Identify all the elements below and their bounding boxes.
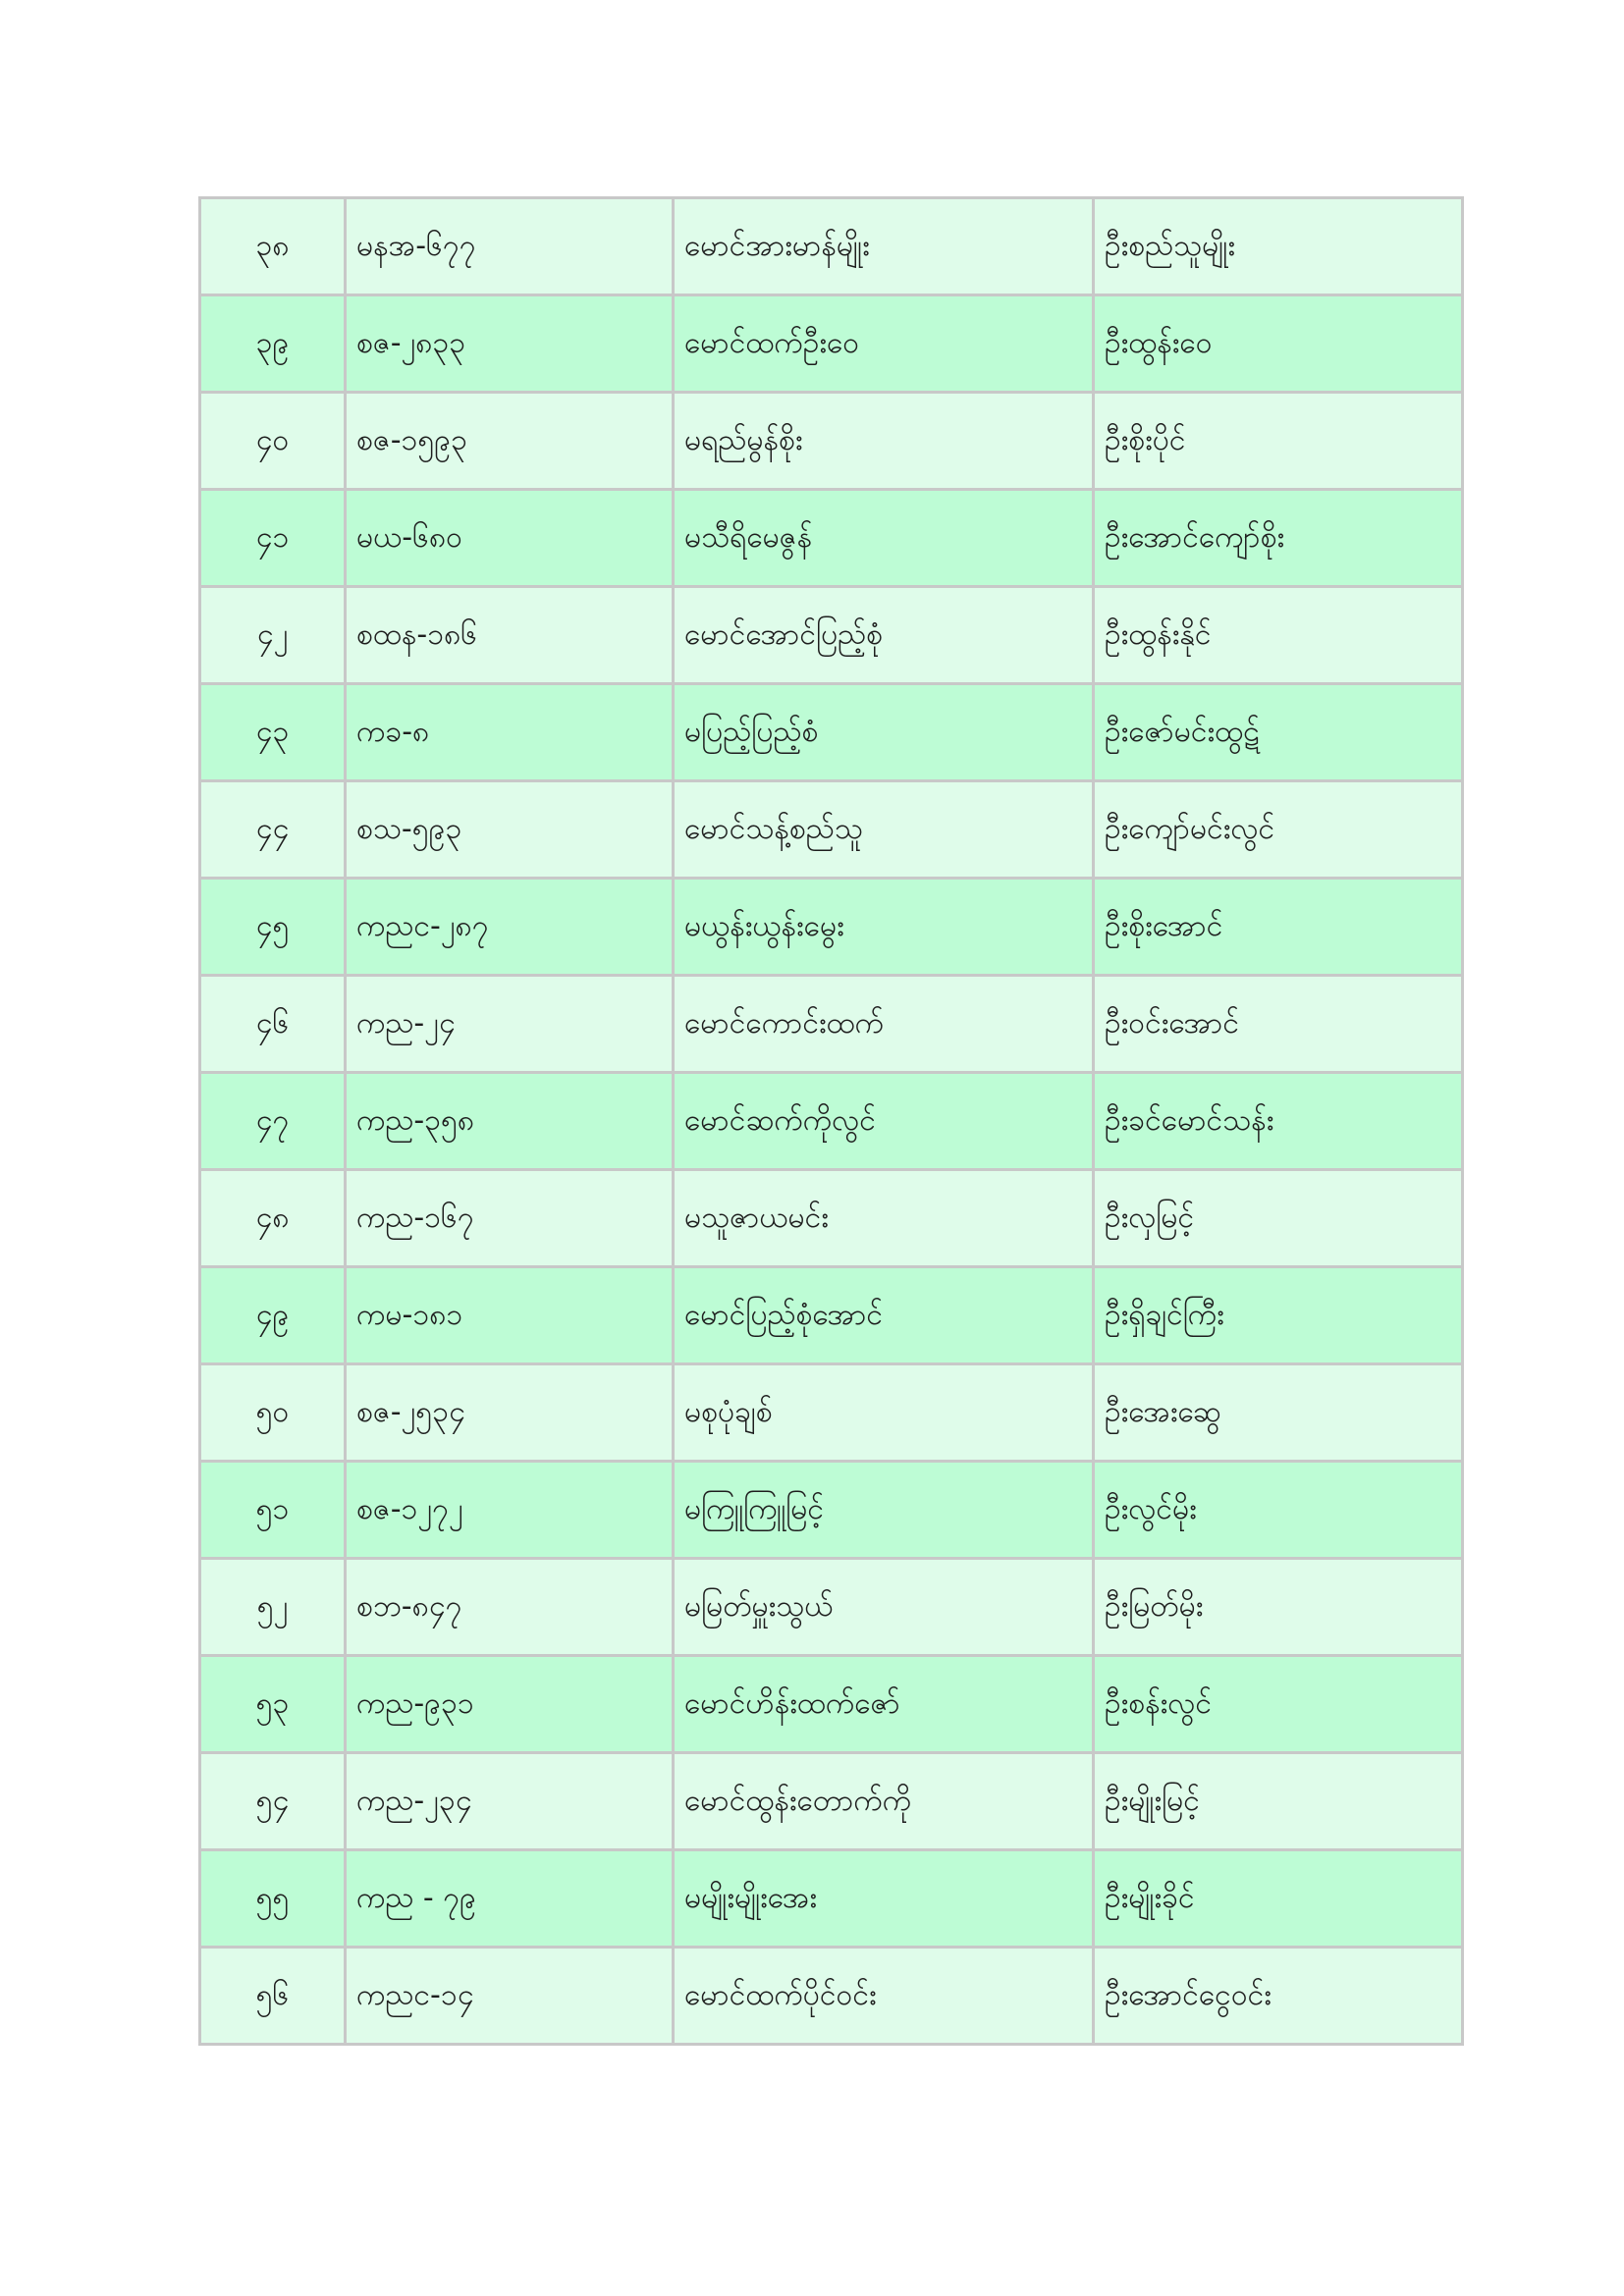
father-name-cell: ဦးစည်သူမျိုး [1094, 198, 1463, 295]
row-number-cell: ၅၄ [200, 1753, 346, 1850]
id-number-cell: စသ-၅၉၃ [346, 781, 674, 879]
father-name-cell: ဦးလွင်မိုး [1094, 1462, 1463, 1559]
id-number-cell: စဇ-၂၅၃၄ [346, 1364, 674, 1462]
name-cell: မောင်ပြည့်စုံအောင် [674, 1267, 1094, 1364]
table-row [200, 490, 1463, 587]
father-name-cell: ဦးဝင်းအောင် [1094, 976, 1463, 1073]
id-number-cell: ကညင-၁၄ [346, 1948, 674, 2045]
table-row [200, 1948, 1463, 2045]
row-number-cell: ၅၃ [200, 1656, 346, 1753]
row-number-cell: ၄၀ [200, 393, 346, 490]
father-name-cell: ဦးစန်းလွင် [1094, 1656, 1463, 1753]
roster-table [198, 196, 1464, 2046]
row-number-cell: ၄၆ [200, 976, 346, 1073]
name-cell: မောင်ဟိန်းထက်ဇော် [674, 1656, 1094, 1753]
name-cell: မောင်ထက်ဦးဝေ [674, 295, 1094, 393]
row-number-cell: ၄၉ [200, 1267, 346, 1364]
name-cell: မောင်ကောင်းထက် [674, 976, 1094, 1073]
table-row [200, 1656, 1463, 1753]
table-row [200, 1753, 1463, 1850]
id-number-cell: ကည-၉၃၁ [346, 1656, 674, 1753]
name-cell: မောင်အားမာန်မျိုး [674, 198, 1094, 295]
table-row [200, 1267, 1463, 1364]
row-number-cell: ၃၉ [200, 295, 346, 393]
row-number-cell: ၄၇ [200, 1073, 346, 1170]
id-number-cell: ကည-၃၅၈ [346, 1073, 674, 1170]
father-name-cell: ဦးအေးဆွေ [1094, 1364, 1463, 1462]
id-number-cell: ကညင-၂၈၇ [346, 879, 674, 976]
name-cell: မစုပုံချစ် [674, 1364, 1094, 1462]
father-name-cell: ဦးစိုးပိုင် [1094, 393, 1463, 490]
name-cell: မောင်ထက်ပိုင်ဝင်း [674, 1948, 1094, 2045]
id-number-cell: ကည-၂၄ [346, 976, 674, 1073]
id-number-cell: မယ-၆၈၀ [346, 490, 674, 587]
table-row [200, 879, 1463, 976]
row-number-cell: ၅၆ [200, 1948, 346, 2045]
name-cell: မမျိုးမျိုးအေး [674, 1850, 1094, 1948]
name-cell: မရည်မွန်စိုး [674, 393, 1094, 490]
name-cell: မယွန်းယွန်းမွေး [674, 879, 1094, 976]
name-cell: မောင်ဆက်ကိုလွင် [674, 1073, 1094, 1170]
row-number-cell: ၄၃ [200, 684, 346, 781]
father-name-cell: ဦးမြတ်မိုး [1094, 1559, 1463, 1656]
id-number-cell: ကည-၁၆၇ [346, 1170, 674, 1267]
name-cell: မောင်သန့်စည်သူ [674, 781, 1094, 879]
id-number-cell: စဘ-၈၄၇ [346, 1559, 674, 1656]
id-number-cell: ကည-၂၃၄ [346, 1753, 674, 1850]
table-row [200, 393, 1463, 490]
name-cell: မောင်ထွန်းတောက်ကို [674, 1753, 1094, 1850]
father-name-cell: ဦးစိုးအောင် [1094, 879, 1463, 976]
table-row [200, 587, 1463, 684]
table-row [200, 976, 1463, 1073]
row-number-cell: ၃၈ [200, 198, 346, 295]
row-number-cell: ၄၅ [200, 879, 346, 976]
id-number-cell: စဇ-၁၅၉၃ [346, 393, 674, 490]
id-number-cell: စထန-၁၈၆ [346, 587, 674, 684]
row-number-cell: ၄၂ [200, 587, 346, 684]
father-name-cell: ဦးမျိုးခိုင် [1094, 1850, 1463, 1948]
name-cell: မပြည့်ပြည့်စံ [674, 684, 1094, 781]
id-number-cell: ကည - ၇၉ [346, 1850, 674, 1948]
father-name-cell: ဦးကျော်မင်းလွင် [1094, 781, 1463, 879]
table-row [200, 295, 1463, 393]
father-name-cell: ဦးထွန်းနိုင် [1094, 587, 1463, 684]
table-row [200, 198, 1463, 295]
table-row [200, 1462, 1463, 1559]
father-name-cell: ဦးခင်မောင်သန်း [1094, 1073, 1463, 1170]
father-name-cell: ဦးထွန်းဝေ [1094, 295, 1463, 393]
id-number-cell: စဇ-၁၂၇၂ [346, 1462, 674, 1559]
name-cell: မကြူကြူမြင့် [674, 1462, 1094, 1559]
father-name-cell: ဦးလှမြင့် [1094, 1170, 1463, 1267]
table-row [200, 781, 1463, 879]
row-number-cell: ၅၀ [200, 1364, 346, 1462]
row-number-cell: ၄၈ [200, 1170, 346, 1267]
table-row [200, 1364, 1463, 1462]
row-number-cell: ၅၅ [200, 1850, 346, 1948]
table-row [200, 684, 1463, 781]
id-number-cell: မနအ-၆၇၇ [346, 198, 674, 295]
name-cell: မောင်အောင်ပြည့်စုံ [674, 587, 1094, 684]
name-cell: မသူဇာယမင်း [674, 1170, 1094, 1267]
row-number-cell: ၄၁ [200, 490, 346, 587]
id-number-cell: ကခ-၈ [346, 684, 674, 781]
name-cell: မမြတ်မှူးသွယ် [674, 1559, 1094, 1656]
row-number-cell: ၅၁ [200, 1462, 346, 1559]
table-row [200, 1073, 1463, 1170]
father-name-cell: ဦးအောင်ငွေဝင်း [1094, 1948, 1463, 2045]
id-number-cell: စဇ-၂၈၃၃ [346, 295, 674, 393]
table-row [200, 1850, 1463, 1948]
row-number-cell: ၄၄ [200, 781, 346, 879]
table-row [200, 1170, 1463, 1267]
father-name-cell: ဦးမျိုးမြင့် [1094, 1753, 1463, 1850]
father-name-cell: ဦးအောင်ကျော်စိုး [1094, 490, 1463, 587]
father-name-cell: ဦးရှိချင်ကြီး [1094, 1267, 1463, 1364]
id-number-cell: ကမ-၁၈၁ [346, 1267, 674, 1364]
name-cell: မသီရိမေဇွန် [674, 490, 1094, 587]
father-name-cell: ဦးဇော်မင်းထွဋ် [1094, 684, 1463, 781]
table-row [200, 1559, 1463, 1656]
row-number-cell: ၅၂ [200, 1559, 346, 1656]
